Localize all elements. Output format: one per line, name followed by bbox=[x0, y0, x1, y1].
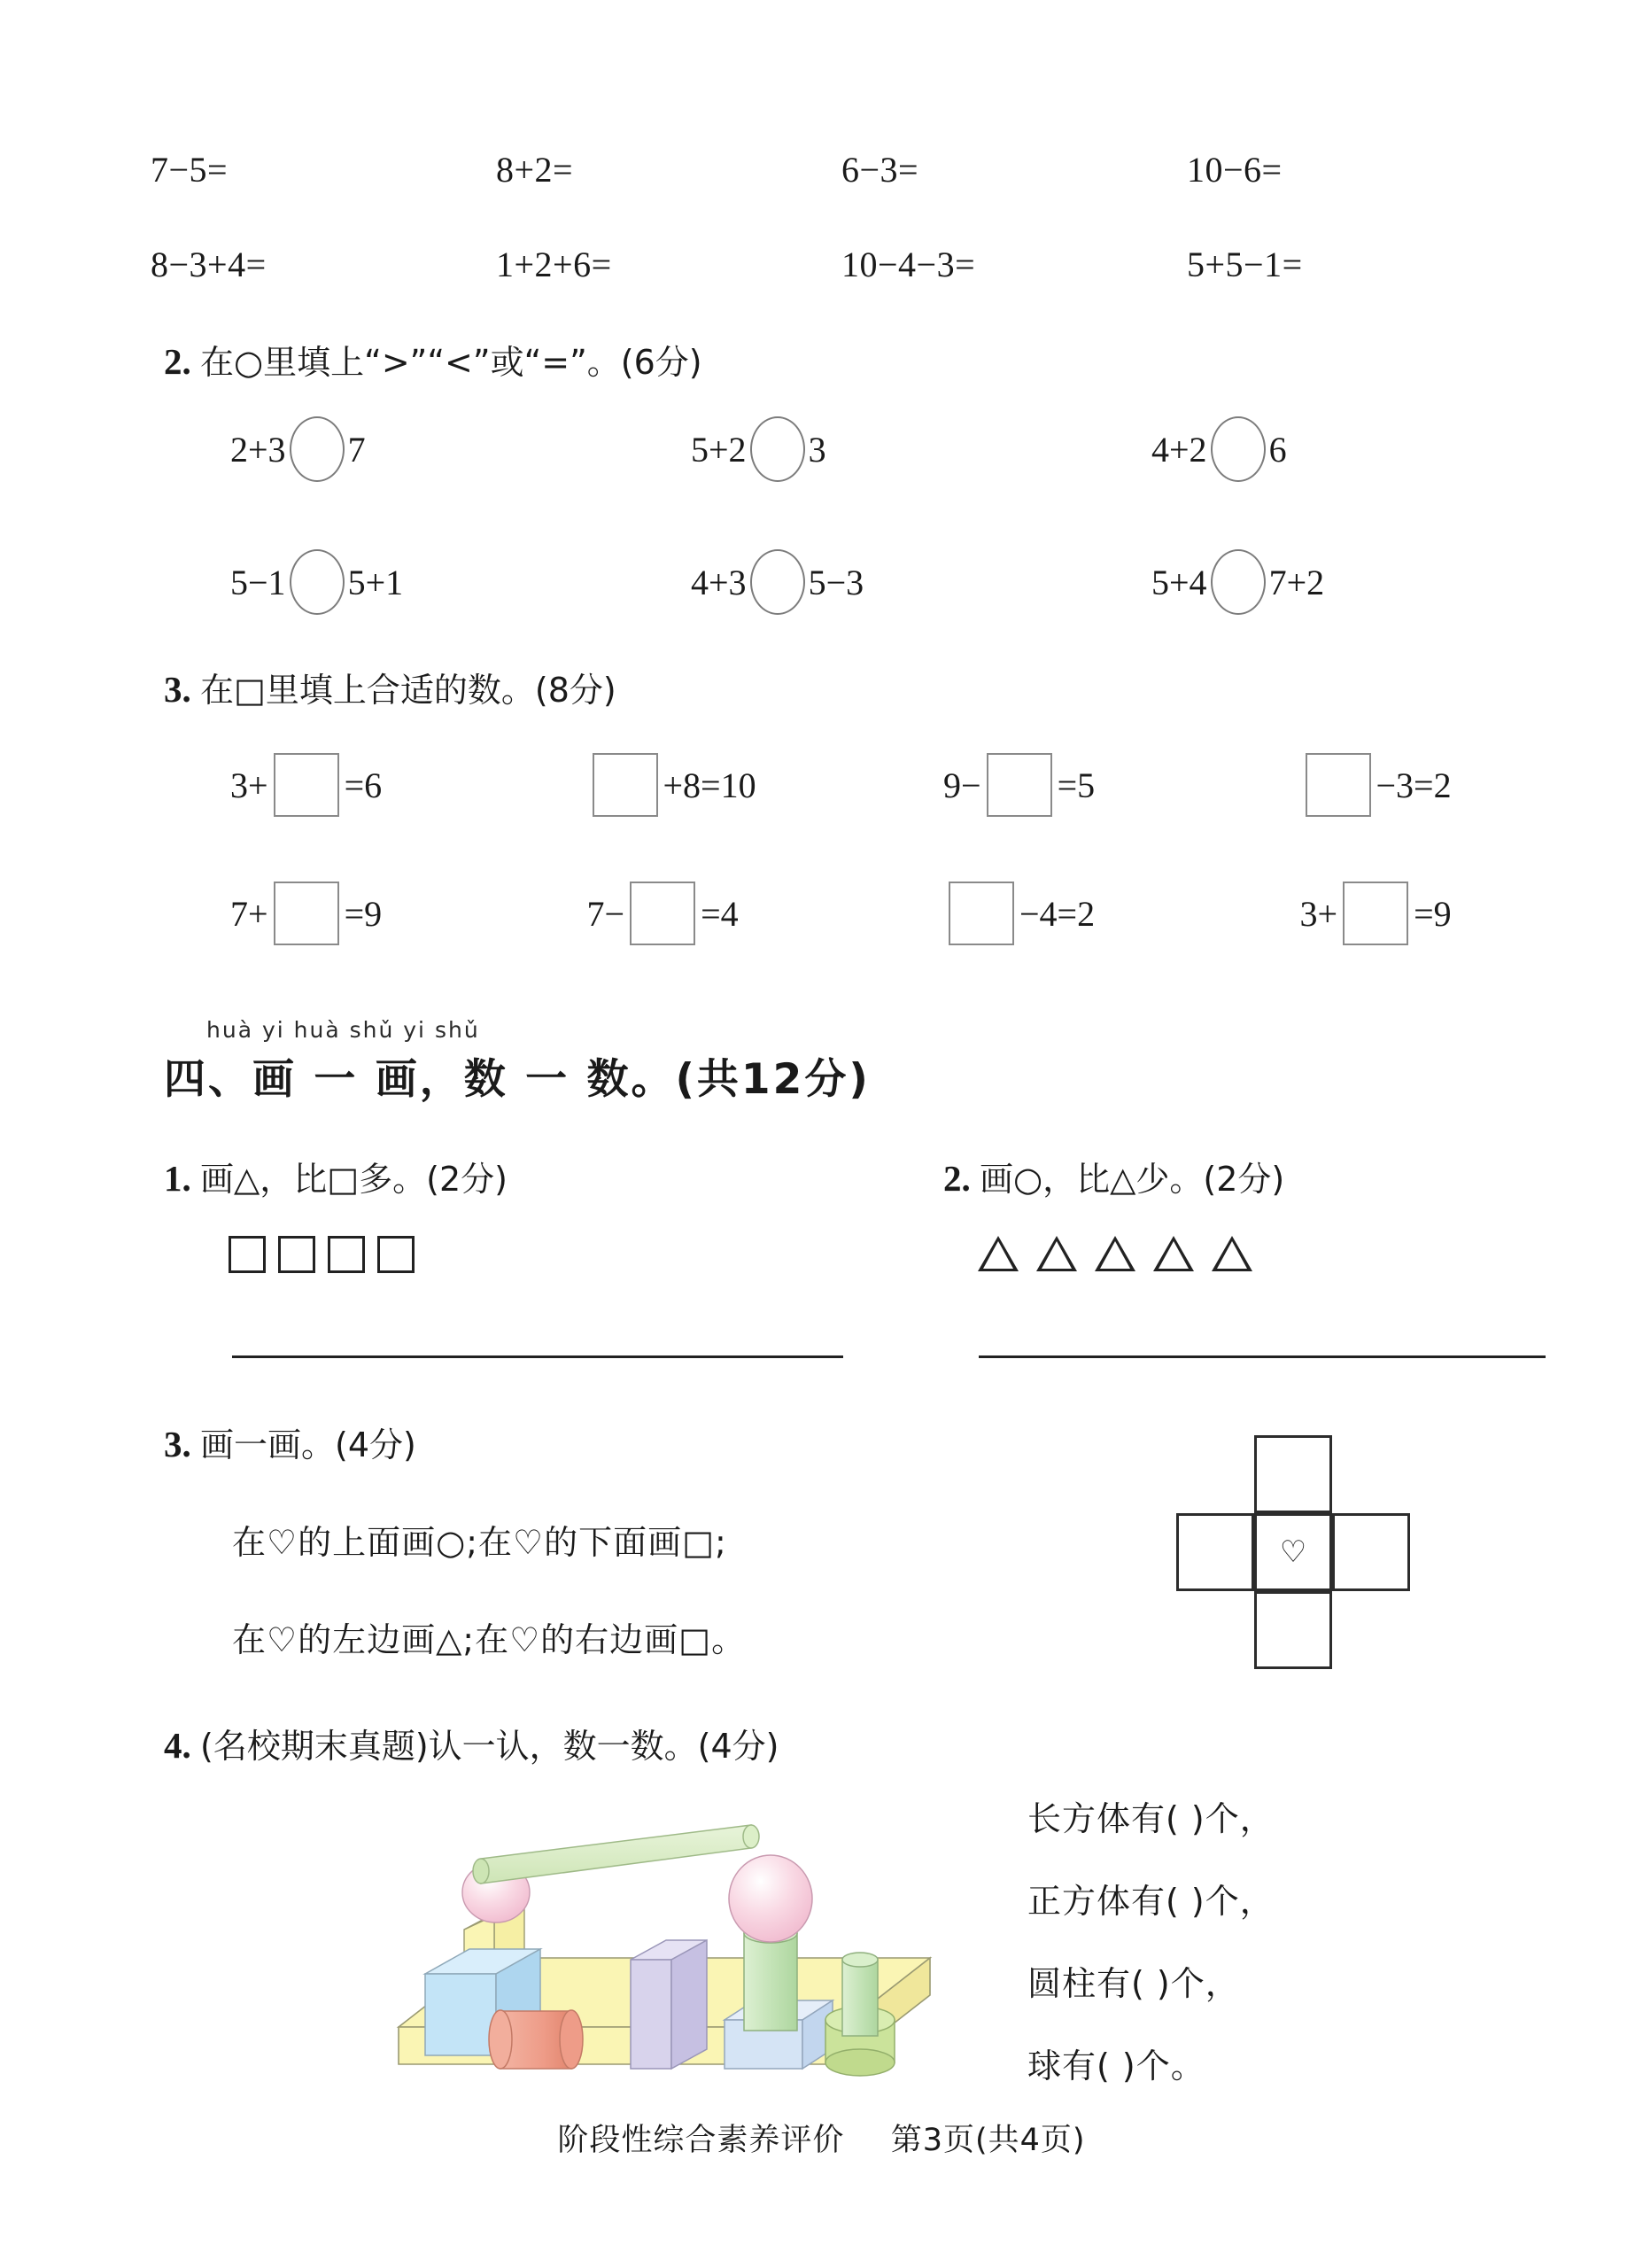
equation-prefix: 9− bbox=[943, 765, 981, 805]
arithmetic-item: 6−3= bbox=[841, 150, 919, 190]
cross-cell-center[interactable] bbox=[1254, 1513, 1332, 1591]
equation-blank-box[interactable] bbox=[274, 753, 339, 817]
section-4-title: 四、画 一 画，数 一 数。(共12分) bbox=[164, 1055, 871, 1104]
square-shape bbox=[229, 1236, 266, 1273]
cuboid-purple bbox=[631, 1940, 707, 2069]
footer-title: 阶段性综合素养评价 bbox=[557, 2123, 845, 2158]
cylinder-green-small bbox=[842, 1953, 878, 2036]
cross-grid bbox=[1176, 1435, 1410, 1669]
count-answer-line[interactable]: 长方体有( )个， bbox=[1027, 1799, 1275, 1838]
answer-line-q2[interactable] bbox=[979, 1355, 1546, 1358]
box-equation-item bbox=[490, 753, 847, 817]
compare-row-1 bbox=[133, 416, 1515, 482]
compare-right: 7+2 bbox=[1268, 562, 1325, 602]
blocks-illustration bbox=[354, 1798, 957, 2148]
compare-right: 7 bbox=[347, 429, 366, 470]
section-4-heading bbox=[164, 1017, 871, 1106]
compare-item bbox=[1054, 549, 1515, 615]
compare-item bbox=[133, 549, 593, 615]
arithmetic-item: 8−3+4= bbox=[151, 245, 267, 284]
compare-left: 4+3 bbox=[691, 562, 747, 602]
question-2-text: 在○里填上“>”“<”或“=”。(6分) bbox=[200, 343, 702, 382]
count-answer-line[interactable]: 球有( )个。 bbox=[1027, 2047, 1205, 2085]
equation-blank-box[interactable] bbox=[1306, 753, 1371, 817]
equation-suffix: +8=10 bbox=[663, 765, 756, 805]
square-shape bbox=[328, 1236, 365, 1273]
compare-left: 5+4 bbox=[1151, 562, 1207, 602]
compare-left: 4+2 bbox=[1151, 429, 1207, 470]
box-equation-item bbox=[846, 882, 1203, 945]
arithmetic-item: 10−4−3= bbox=[841, 245, 976, 284]
cross-cell-left[interactable] bbox=[1176, 1513, 1254, 1591]
equation-suffix: =9 bbox=[1414, 893, 1452, 934]
s4-question-2-heading bbox=[943, 1152, 1284, 1200]
s4-question-2-number: 2. bbox=[943, 1158, 971, 1199]
s4-question-2-text: 画○，比△少。(2分) bbox=[980, 1160, 1285, 1199]
sphere-pink-large bbox=[729, 1855, 812, 1942]
cross-cell-bottom[interactable] bbox=[1254, 1591, 1332, 1669]
equation-blank-box[interactable] bbox=[593, 753, 658, 817]
equation-prefix: 7+ bbox=[230, 893, 268, 934]
s4-question-1-number: 1. bbox=[164, 1158, 191, 1199]
compare-right: 5−3 bbox=[808, 562, 864, 602]
equation-blank-box[interactable] bbox=[274, 882, 339, 945]
compare-circle-blank[interactable] bbox=[290, 549, 345, 615]
section-4-pinyin: huà yi huà shǔ yi shǔ bbox=[206, 1017, 480, 1043]
beam-green bbox=[473, 1825, 759, 1884]
arithmetic-item: 10−6= bbox=[1187, 150, 1283, 190]
compare-row-2 bbox=[133, 549, 1515, 615]
compare-left: 5+2 bbox=[691, 429, 747, 470]
s4q3-instruction-line-2: 在♡的左边画△;在♡的右边画□。 bbox=[232, 1620, 747, 1659]
arithmetic-grid bbox=[133, 149, 1515, 285]
compare-right: 5+1 bbox=[347, 562, 404, 602]
question-2-number: 2. bbox=[164, 341, 191, 382]
count-answer-line[interactable]: 正方体有( )个， bbox=[1027, 1882, 1275, 1921]
blocks-illustration-svg bbox=[354, 1798, 957, 2144]
equation-suffix: =6 bbox=[344, 765, 383, 805]
equation-suffix: −3=2 bbox=[1376, 765, 1452, 805]
compare-left: 2+3 bbox=[230, 429, 286, 470]
equation-blank-box[interactable] bbox=[949, 882, 1014, 945]
compare-circle-blank[interactable] bbox=[1211, 416, 1266, 482]
compare-right: 3 bbox=[808, 429, 826, 470]
triangle-shape bbox=[1153, 1236, 1194, 1271]
question-3-heading bbox=[164, 663, 616, 711]
heart-icon: ♡ bbox=[1279, 1534, 1307, 1570]
equation-suffix: −4=2 bbox=[1019, 893, 1096, 934]
compare-right: 6 bbox=[1268, 429, 1287, 470]
equation-prefix: 7− bbox=[586, 893, 625, 934]
triangle-shape-row bbox=[978, 1236, 1252, 1271]
triangle-shape bbox=[1036, 1236, 1077, 1271]
s4-question-4-text: (名校期末真题)认一认，数一数。(4分) bbox=[200, 1727, 779, 1766]
arithmetic-item: 5+5−1= bbox=[1187, 245, 1303, 284]
compare-item bbox=[1054, 416, 1515, 482]
compare-left: 5−1 bbox=[230, 562, 286, 602]
box-equation-item bbox=[133, 882, 490, 945]
box-equation-item bbox=[1203, 882, 1560, 945]
square-shape-row bbox=[229, 1236, 415, 1273]
compare-circle-blank[interactable] bbox=[750, 416, 805, 482]
square-shape bbox=[377, 1236, 415, 1273]
question-3-number: 3. bbox=[164, 669, 191, 710]
footer-page-number: 第3页(共4页) bbox=[890, 2123, 1086, 2158]
equation-blank-box[interactable] bbox=[630, 882, 695, 945]
s4-question-1-text: 画△，比□多。(2分) bbox=[200, 1160, 508, 1199]
square-shape bbox=[278, 1236, 315, 1273]
arithmetic-item: 8+2= bbox=[496, 150, 574, 190]
box-equation-item bbox=[490, 882, 847, 945]
s4-question-3-text: 画一画。(4分) bbox=[200, 1425, 416, 1464]
triangle-shape bbox=[1095, 1236, 1135, 1271]
arithmetic-item: 7−5= bbox=[151, 150, 229, 190]
s4-question-4-number: 4. bbox=[164, 1725, 191, 1766]
box-equation-item bbox=[1203, 753, 1560, 817]
question-2-heading bbox=[164, 335, 702, 384]
s4-question-3-heading bbox=[164, 1418, 416, 1466]
box-equation-row-1 bbox=[133, 753, 1559, 817]
box-equation-row-2 bbox=[133, 882, 1559, 945]
question-3-text: 在□里填上合适的数。(8分) bbox=[200, 671, 616, 710]
equation-suffix: =5 bbox=[1057, 765, 1096, 805]
cylinder-red bbox=[489, 2010, 583, 2069]
s4q3-instruction-line-1: 在♡的上面画○;在♡的下面画□; bbox=[232, 1523, 727, 1562]
count-answer-line[interactable]: 圆柱有( )个， bbox=[1027, 1964, 1240, 2003]
equation-suffix: =9 bbox=[344, 893, 383, 934]
cross-cell-right[interactable] bbox=[1332, 1513, 1410, 1591]
compare-item bbox=[593, 416, 1054, 482]
equation-prefix: 3+ bbox=[230, 765, 268, 805]
equation-blank-box[interactable] bbox=[1343, 882, 1408, 945]
s4-question-1-heading bbox=[164, 1152, 508, 1200]
triangle-shape bbox=[978, 1236, 1019, 1271]
s4-question-4-heading bbox=[164, 1719, 779, 1767]
answer-line-q1[interactable] bbox=[232, 1355, 843, 1358]
cross-cell-top[interactable] bbox=[1254, 1435, 1332, 1513]
compare-item bbox=[593, 549, 1054, 615]
s4-question-3-number: 3. bbox=[164, 1424, 191, 1464]
page-footer bbox=[0, 2116, 1643, 2160]
count-answers-list bbox=[1027, 1791, 1275, 2121]
equation-prefix: 3+ bbox=[1299, 893, 1338, 934]
compare-circle-blank[interactable] bbox=[1211, 549, 1266, 615]
equation-blank-box[interactable] bbox=[987, 753, 1052, 817]
triangle-shape bbox=[1212, 1236, 1252, 1271]
equation-suffix: =4 bbox=[701, 893, 739, 934]
compare-circle-blank[interactable] bbox=[290, 416, 345, 482]
box-equation-item bbox=[133, 753, 490, 817]
compare-circle-blank[interactable] bbox=[750, 549, 805, 615]
arithmetic-item: 1+2+6= bbox=[496, 245, 612, 284]
box-equation-item bbox=[846, 753, 1203, 817]
compare-item bbox=[133, 416, 593, 482]
